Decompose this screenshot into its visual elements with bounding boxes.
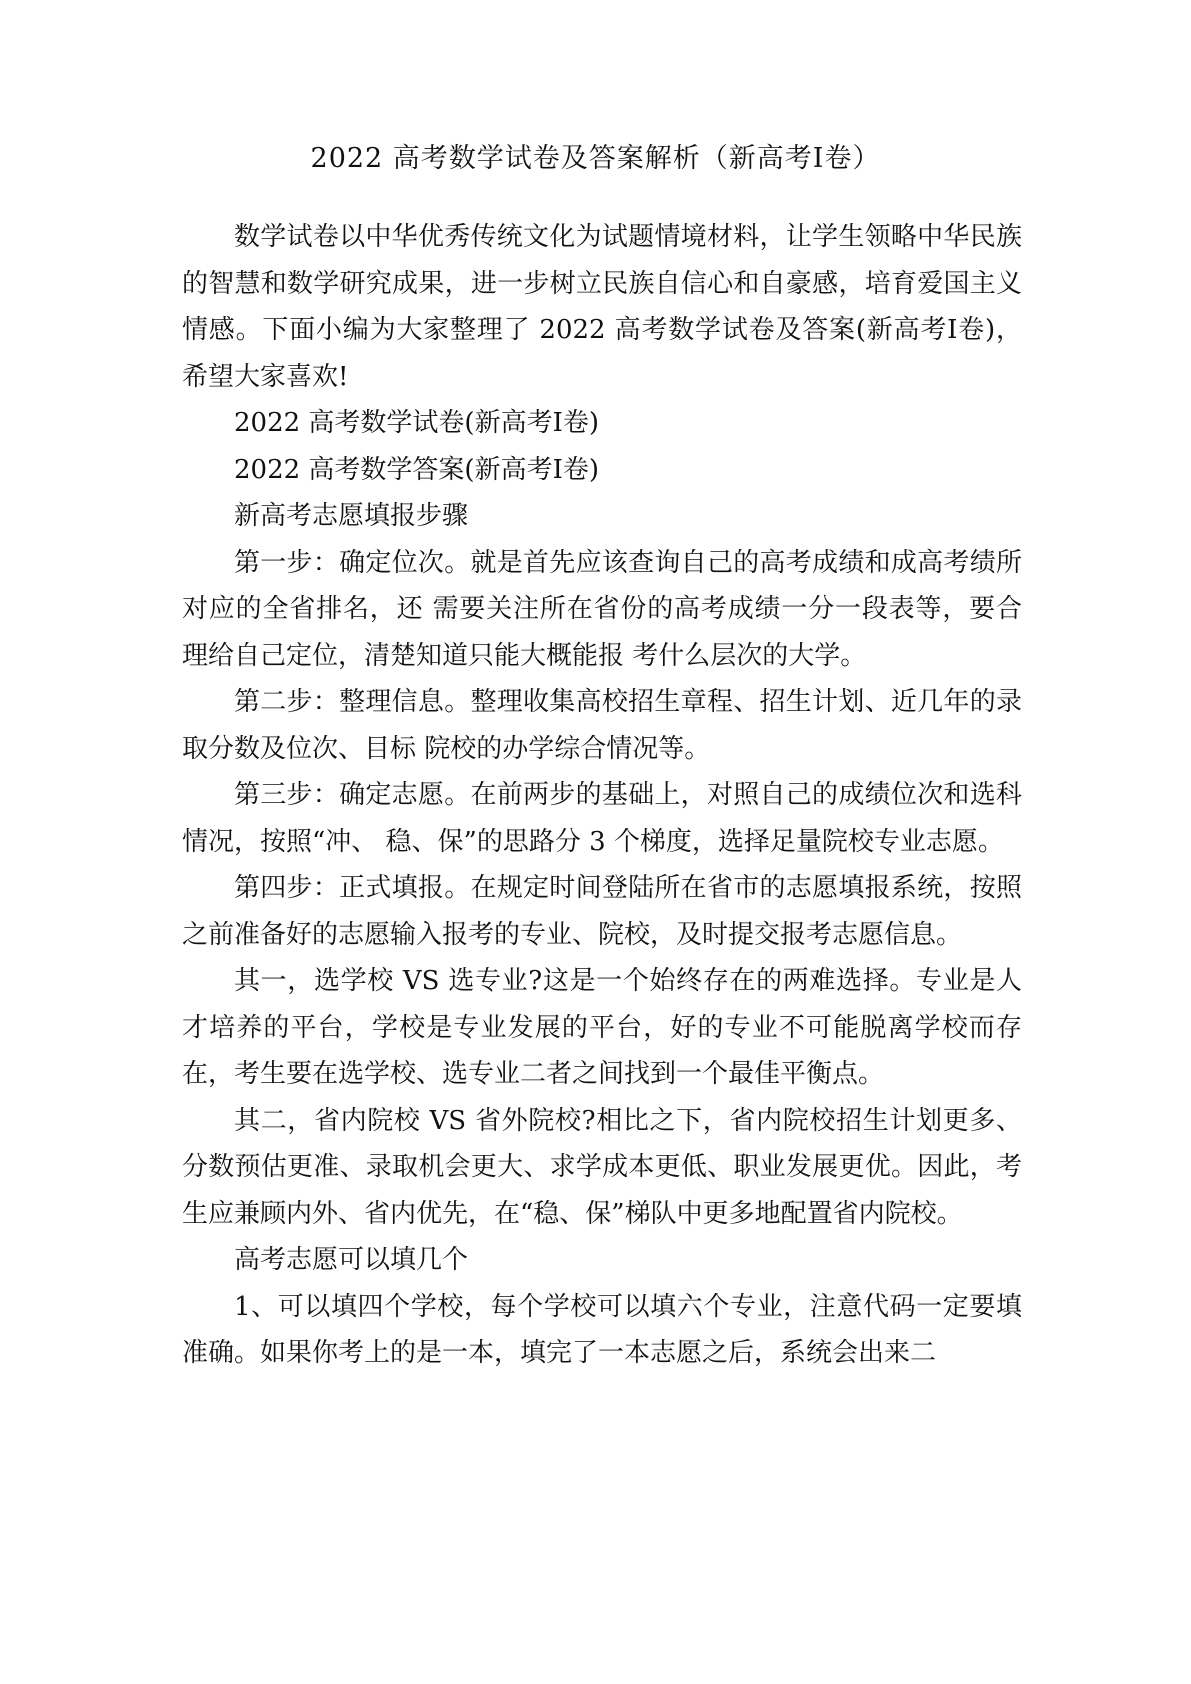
section-heading-count: 高考志愿可以填几个 [234, 1245, 469, 1275]
document-body [182, 214, 1022, 1377]
step-two-paragraph: 第二步：整理信息。整理收集高校招生章程、招生计划、近几年的录取分数及位次、目标 院校的办学综合情况等。 [182, 687, 1022, 764]
count-item-one-paragraph: 1、可以填四个学校，每个学校可以填六个专业，注意代码一定要填准确。如果你考上的是一本，填完了一本志愿之后，系统会出来二 [182, 1291, 1022, 1368]
document-title: 2022 高考数学试卷及答案解析（新高考Ⅰ卷） [310, 143, 881, 174]
step-three-paragraph: 第三步：确定志愿。在前两步的基础上，对照自己的成绩位次和选科情况，按照“冲、 稳、保”的思路分 3 个梯度，选择足量院校专业志愿。 [182, 780, 1022, 857]
point-one-paragraph: 其一，选学校 VS 选专业?这是一个始终存在的两难选择。专业是人才培养的平台，学校是专业发展的平台，好的专业不可能脱离学校而存在，考生要在选学校、选专业二者之间找到一个最佳平衡点。 [182, 966, 1022, 1089]
section-heading-steps: 新高考志愿填报步骤 [234, 501, 469, 531]
step-four-paragraph: 第四步：正式填报。在规定时间登陆所在省市的志愿填报系统，按照之前准备好的志愿输入报考的专业、院校，及时提交报考志愿信息。 [182, 873, 1022, 950]
intro-paragraph: 数学试卷以中华优秀传统文化为试题情境材料，让学生领略中华民族的智慧和数学研究成果，进一步树立民族自信心和自豪感，培育爱国主义情感。下面小编为大家整理了 2022 高考数学试卷及答案(新高考Ⅰ卷)，希望大家喜欢! [182, 222, 1022, 392]
exam-answer-line: 2022 高考数学答案(新高考Ⅰ卷) [234, 454, 599, 485]
point-two-paragraph: 其二，省内院校 VS 省外院校?相比之下，省内院校招生计划更多、分数预估更准、录取机会更大、求学成本更低、职业发展更优。因此，考生应兼顾内外、省内优先，在“稳、保”梯队中更多地配置省内院校。 [182, 1105, 1022, 1229]
step-one-paragraph: 第一步：确定位次。就是首先应该查询自己的高考成绩和成高考绩所对应的全省排名，还 需要关注所在省份的高考成绩一分一段表等，要合理给自己定位，清楚知道只能大概能报 考什么层次的大学。 [182, 547, 1022, 671]
exam-paper-line: 2022 高考数学试卷(新高考Ⅰ卷) [234, 408, 599, 438]
